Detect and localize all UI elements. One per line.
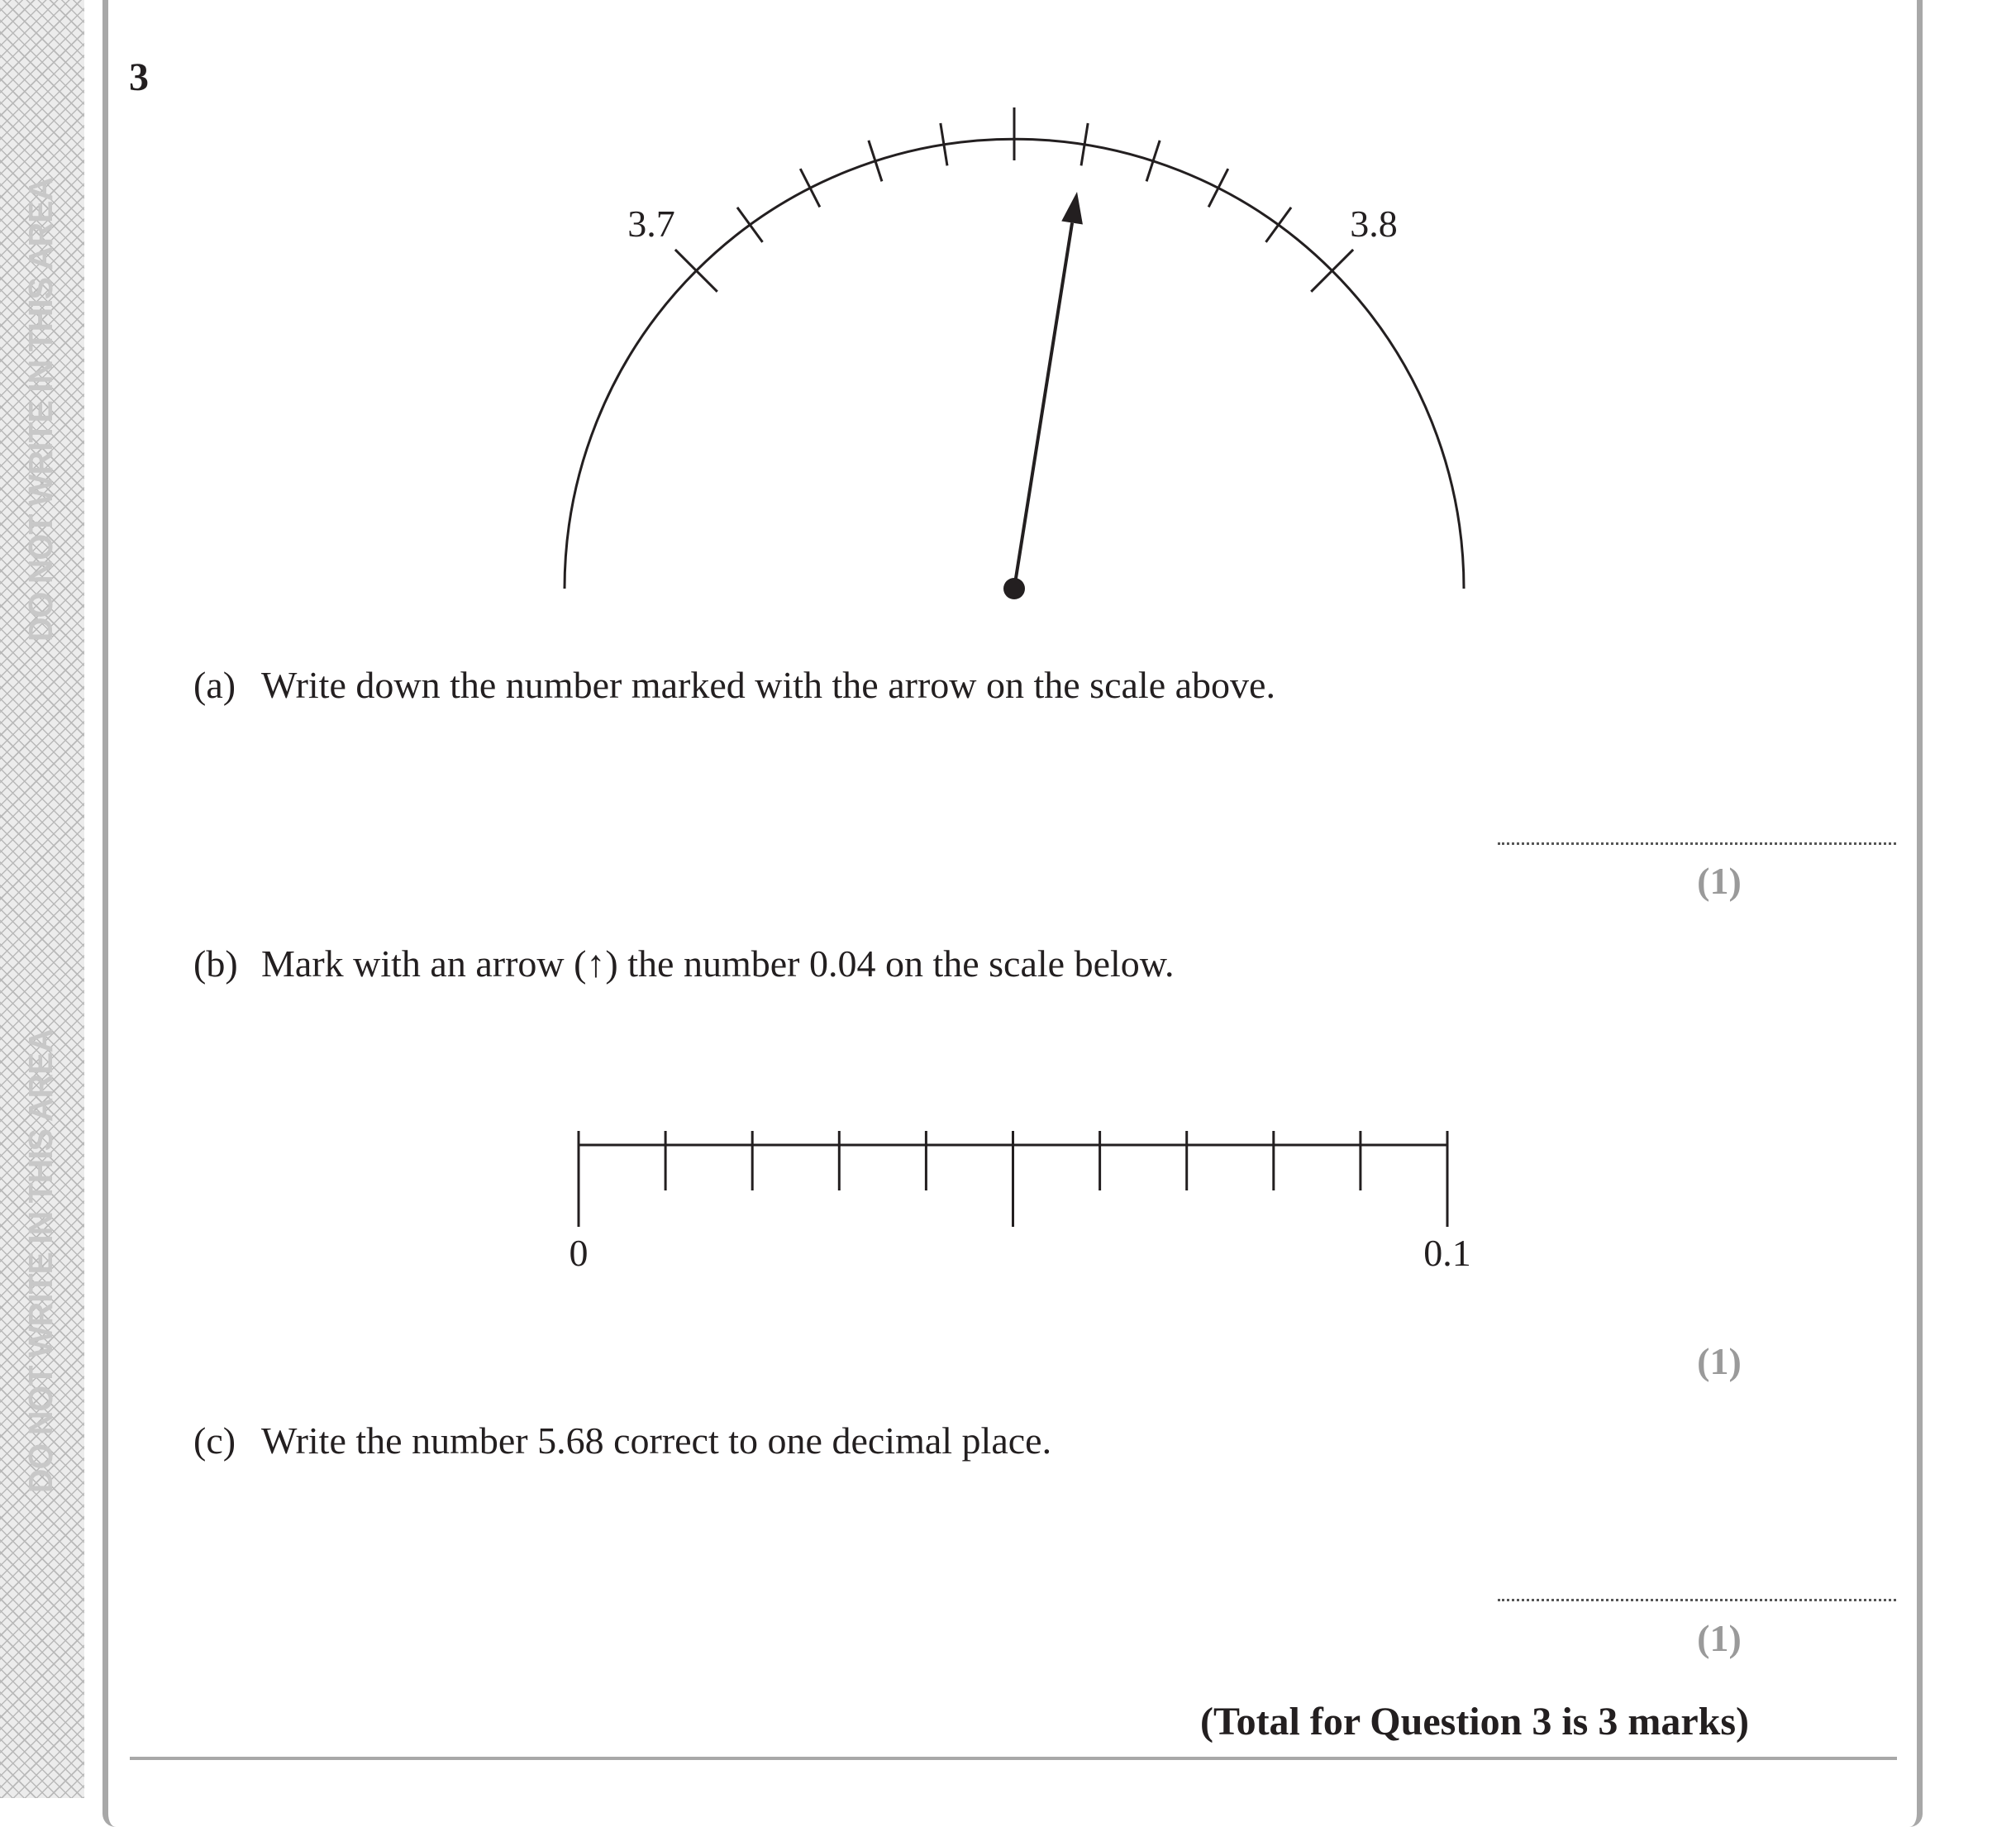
- dial-pointer-arrow: [1014, 223, 1072, 589]
- dial-tick: [1265, 208, 1291, 242]
- part-b-question: [193, 942, 1175, 985]
- dial-arrowhead: [1061, 192, 1083, 225]
- part-b-marks: (1): [1697, 1340, 1742, 1382]
- number-line-label-0: 0: [569, 1232, 589, 1274]
- part-a-answer-line[interactable]: [1498, 842, 1896, 845]
- part-c-marks: (1): [1697, 1617, 1742, 1659]
- dial-ticks: [675, 107, 1353, 292]
- margin-warning-upper: DO NOT WRITE IN THIS AREA: [21, 177, 60, 642]
- part-c-text: Write the number 5.68 correct to one decimal place.: [261, 1419, 1052, 1462]
- number-line-label-0-1: 0.1: [1423, 1232, 1471, 1274]
- dial-tick: [869, 141, 882, 181]
- question-total: (Total for Question 3 is 3 marks): [1199, 1700, 1749, 1744]
- dial-pivot-dot: [1003, 578, 1025, 599]
- part-b-text: Mark with an arrow (↑) the number 0.04 on the scale below.: [261, 942, 1175, 985]
- part-a-question: [193, 663, 1275, 707]
- dial-tick: [1146, 141, 1160, 181]
- dial-arc: [565, 139, 1464, 589]
- part-a-text: Write down the number marked with the arrow on the scale above.: [261, 664, 1275, 706]
- dial-tick: [800, 169, 820, 207]
- dial-tick: [1208, 169, 1228, 207]
- dial-label-3-8: 3.8: [1350, 203, 1398, 245]
- bottom-rule: [130, 1757, 1897, 1760]
- question-number: 3: [129, 55, 149, 99]
- part-a-marks: (1): [1697, 860, 1742, 902]
- part-c-question: [193, 1419, 1051, 1462]
- dial-scale: [565, 107, 1464, 599]
- part-b-label: (b): [193, 942, 238, 985]
- part-c-label: (c): [193, 1419, 236, 1462]
- dial-label-3-7: 3.7: [627, 203, 675, 245]
- number-line-scale[interactable]: [570, 1131, 1471, 1274]
- dial-tick: [737, 208, 763, 242]
- margin-warning-lower: DO NOT WRITE IN THIS AREA: [21, 1028, 60, 1493]
- part-a-label: (a): [193, 664, 236, 706]
- part-c-answer-line[interactable]: [1498, 1599, 1896, 1601]
